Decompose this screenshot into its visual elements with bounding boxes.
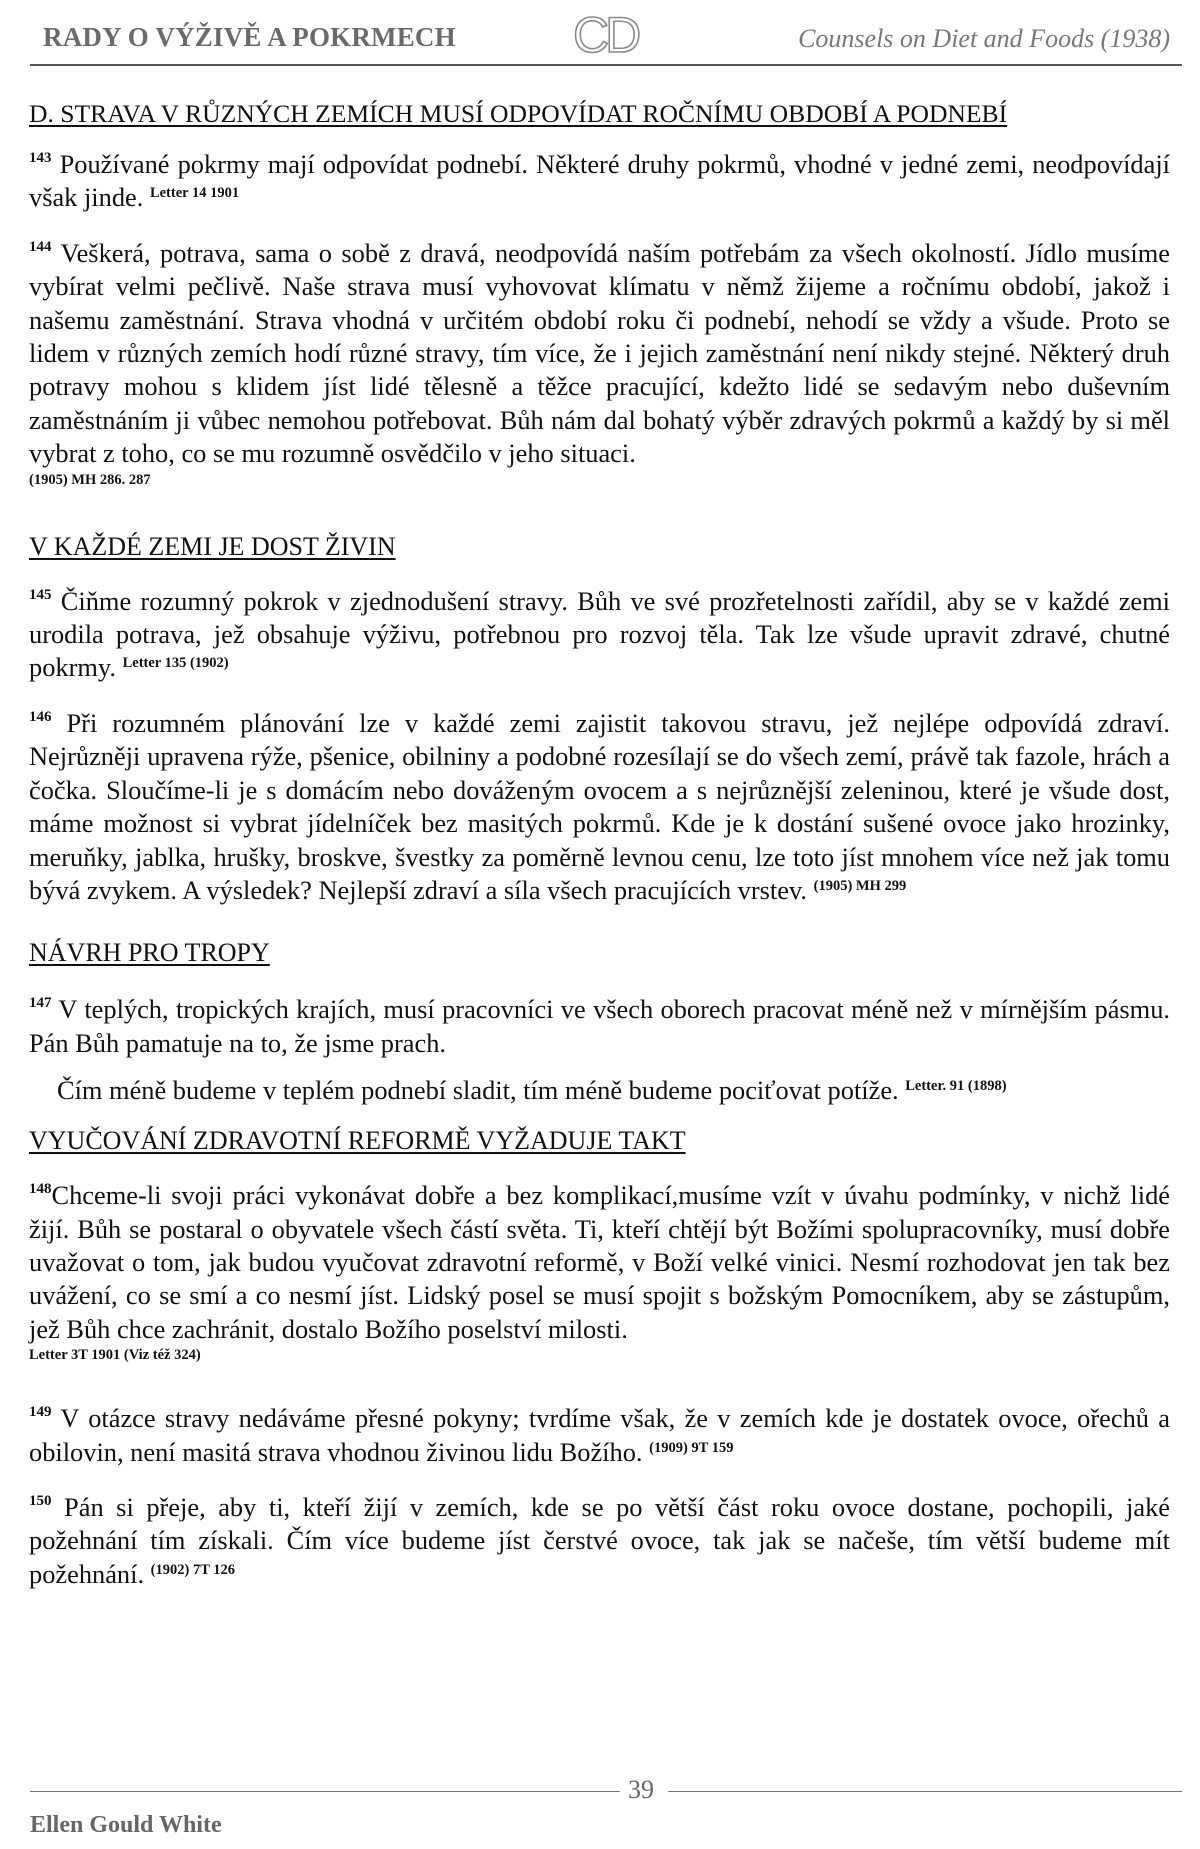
footer-author: Ellen Gould White <box>30 1812 222 1838</box>
paragraph-149 <box>29 1402 1170 1469</box>
paragraph-text: V teplých, tropických krajích, musí pracovníci ve všech oborech pracovat méně než v mírnějším pásmu. Pán Bůh pamatuje na to, že jsme prach. <box>29 994 1170 1058</box>
paragraph-150 <box>29 1491 1170 1591</box>
paragraph-text: Chceme-li svoji práci vykonávat dobře a bez komplikací,musíme vzít v úvahu podmínky, v nichž lidé žijí. Bůh se postaral o obyvatele všech částí světa. Ti, kteří chtějí být Božími spolupracovníky, musí dobře uvažovat o tom, jak budou vyučovat zdravotní reformě, v Boží velké vinici. Nesmí rozhodovat jen tak bez uvážení, co se smí a co nesmí jíst. Lidský posel se musí spojit s božským Pomocníkem, aby se zástupům, jež Bůh chce zachránit, dostalo Božího poselství milosti. <box>29 1180 1170 1344</box>
reference: Letter 3T 1901 (Viz též 324) <box>29 1347 201 1364</box>
page-content <box>29 98 1170 1591</box>
paragraph-number: 146 <box>29 708 52 725</box>
footer-rule-left <box>30 1791 620 1792</box>
paragraph-144 <box>29 237 1170 471</box>
reference: (1902) 7T 126 <box>150 1561 235 1578</box>
reference: Letter 14 1901 <box>149 185 240 202</box>
paragraph-147 <box>29 993 1170 1060</box>
paragraph-number: 145 <box>29 586 52 603</box>
section-heading-d: D. STRAVA V RŮZNÝCH ZEMÍCH MUSÍ ODPOVÍDAT ROČNÍMU OBDOBÍ A PODNEBÍ <box>29 99 1008 128</box>
paragraph-number: 150 <box>29 1492 52 1509</box>
reference: Letter. 91 (1898) <box>905 1078 1007 1095</box>
paragraph-number: 148 <box>29 1181 52 1198</box>
section-heading-zeme: V KAŽDÉ ZEMI JE DOST ŽIVIN <box>29 531 396 561</box>
header-book-title: RADY O VÝŽIVĚ A POKRMECH <box>43 22 456 52</box>
header-english-title: Counsels on Diet and Foods (1938) <box>798 24 1170 53</box>
paragraph-text: Veškerá, potrava, sama o sobě z dravá, neodpovídá naším potřebám za všech okolností. Jídlo musíme vybírat velmi pečlivě. Naše strava musí vyhovovat klímatu v němž žijeme a ročnímu období, jakož i našemu zaměstnání. Strava vhodná v určitém období roku či podnebí, nehodí se vždy a všude. Proto se lidem v různých zemích hodí různé stravy, tím více, že i jejich zaměstnání není nikdy stejné. Některý druh potravy mohou s klidem jíst lidé tělesně a těžce pracující, kdežto lidé se sedavým nebo duševním zaměstnáním ji vůbec nemohou potřebovat. Bůh nám dal bohatý výběr zdravých pokrmů a každý by si měl vybrat z toho, co se mu rozumně osvědčilo v jeho situaci. <box>29 237 1170 469</box>
paragraph-number: 144 <box>29 238 52 255</box>
quote-text: Čím méně budeme v teplém podnebí sladit, tím méně budeme pociťovat potíže. <box>57 1075 899 1106</box>
header-logo: CD <box>573 7 638 63</box>
paragraph-number: 143 <box>29 150 52 166</box>
section-heading-tropy: NÁVRH PRO TROPY <box>29 938 270 968</box>
paragraph-148 <box>29 1179 1170 1346</box>
paragraph-text: V otázce stravy nedáváme přesné pokyny; tvrdíme však, že v zemích kde je dostatek ovoce, ořechů a obilovin, není masitá strava vhodnou živinou lidu Božího. <box>29 1403 1170 1467</box>
reference: (1905) MH 299 <box>813 877 907 894</box>
section-heading-takt: VYUČOVÁNÍ ZDRAVOTNÍ REFORMĚ VYŽADUJE TAKT <box>29 1126 686 1156</box>
paragraph-text: Pán si přeje, aby ti, kteří žijí v zemích, kde se po větší část roku ovoce dostane, pochopili, jaké požehnání tím získali. Čím více budeme jíst čerstvé ovoce, tak jak se načeše, tím větší budeme mít požehnání. <box>29 1491 1170 1589</box>
paragraph-147-quote <box>29 1074 1170 1107</box>
page-number: 39 <box>628 1775 654 1804</box>
reference: Letter 135 (1902) <box>122 655 229 672</box>
paragraph-143 <box>29 148 1170 215</box>
paragraph-number: 147 <box>29 995 52 1012</box>
paragraph-text: Používané pokrmy mají odpovídat podnebí. Některé druhy pokrmů, vhodné v jedné zemi, neodpovídají však jinde. <box>29 149 1170 213</box>
reference: (1909) 9T 159 <box>649 1439 734 1456</box>
paragraph-145 <box>29 585 1170 685</box>
reference: (1905) MH 286. 287 <box>29 471 151 488</box>
paragraph-146 <box>29 707 1170 907</box>
paragraph-text: Čiňme rozumný pokrok v zjednodušení stravy. Bůh ve své prozřetelnosti zařídil, aby se v každé zemi urodila potrava, jež obsahuje výživu, potřebnou pro rozvoj těla. Tak lze všude upravit zdravé, chutné pokrmy. <box>29 585 1170 683</box>
paragraph-number: 149 <box>29 1404 52 1421</box>
header-rule <box>30 64 1182 66</box>
footer-rule-right <box>668 1791 1182 1792</box>
paragraph-text: Při rozumném plánování lze v každé zemi zajistit takovou stravu, jež nejlépe odpovídá zdraví. Nejrůzněji upravena rýže, pšenice, obilniny a podobné rozesílají se do všech zemí, právě tak fazole, hrách a čočka. Sloučíme-li je s domácím nebo dováženým ovocem a s nejrůznější zeleninou, které je všude dost, máme možnost si vybrat jídelníček bez masitých pokrmů. Kde je k dostání sušené ovoce jako hrozinky, meruňky, jablka, hrušky, broskve, švestky za poměrně levnou cenu, lze toto jíst mnohem více než jak tomu bývá zvykem. A výsledek? Nejlepší zdraví a síla všech pracujících vrstev. <box>29 707 1170 905</box>
